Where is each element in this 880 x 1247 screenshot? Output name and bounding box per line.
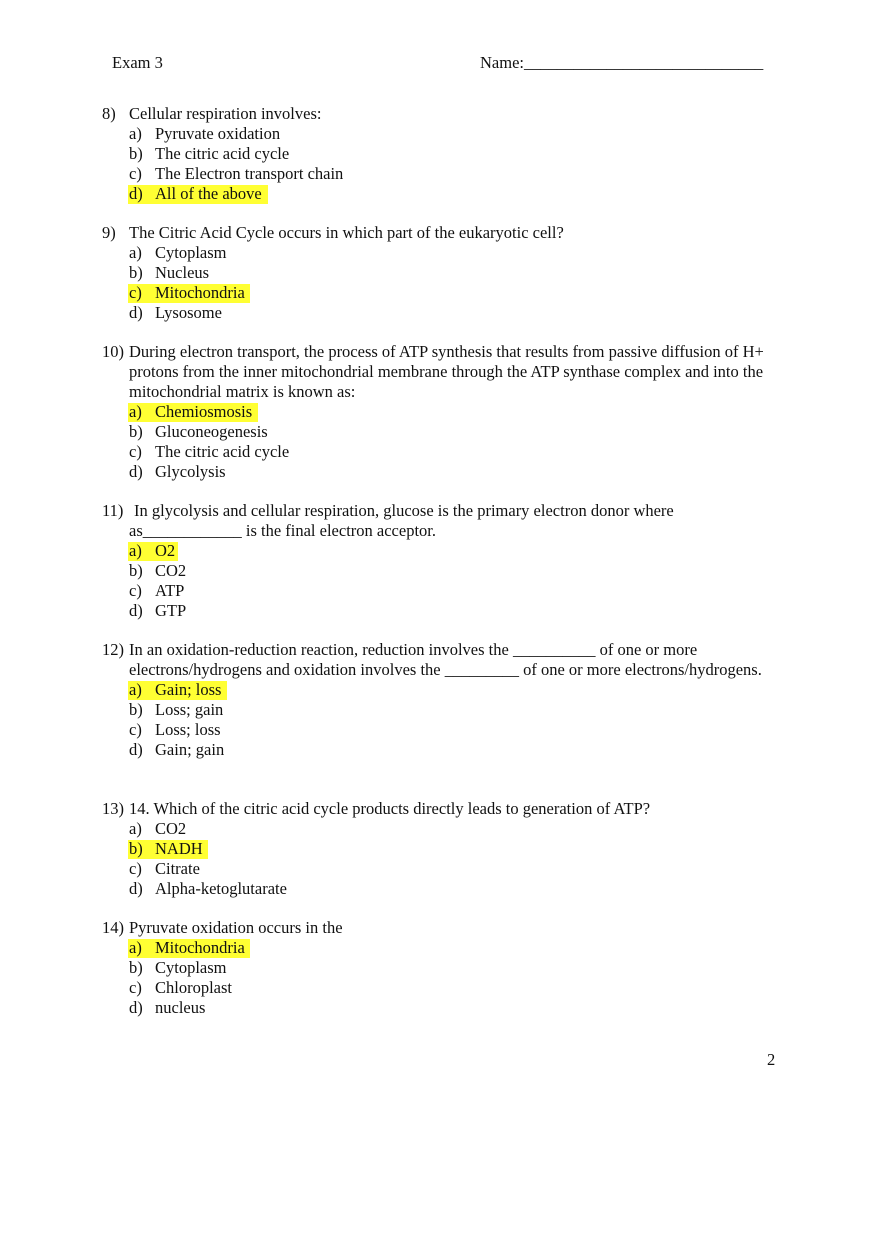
option-b	[129, 263, 782, 283]
question-number: 13)	[102, 799, 124, 818]
option-text: Glycolysis	[155, 462, 226, 481]
option-letter: d)	[129, 998, 143, 1017]
option-text: Lysosome	[155, 303, 222, 322]
option-a	[129, 819, 782, 839]
option-d	[129, 998, 782, 1018]
option-letter: c)	[129, 720, 142, 739]
option-text: GTP	[155, 601, 187, 620]
option-letter: b)	[129, 839, 143, 858]
option-text: nucleus	[155, 998, 206, 1017]
question-number: 9)	[102, 223, 116, 242]
option-a-correct	[129, 938, 782, 958]
option-c	[129, 720, 782, 740]
question-number: 8)	[102, 104, 116, 123]
option-b	[129, 700, 782, 720]
option-text: Gain; loss	[155, 680, 222, 699]
option-letter: c)	[129, 859, 142, 878]
option-b-correct	[129, 839, 782, 859]
option-c	[129, 859, 782, 879]
option-b	[129, 958, 782, 978]
option-a-correct	[129, 680, 782, 700]
option-letter: c)	[129, 283, 142, 302]
option-b	[129, 144, 782, 164]
option-letter: d)	[129, 462, 143, 481]
option-text: Chloroplast	[155, 978, 232, 997]
option-d	[129, 740, 782, 760]
question-13	[102, 799, 782, 899]
option-c	[129, 978, 782, 998]
option-text: The citric acid cycle	[155, 442, 290, 461]
option-letter: a)	[129, 541, 142, 560]
question-text: 14. Which of the citric acid cycle products directly leads to generation of ATP?	[129, 799, 651, 818]
option-letter: d)	[129, 879, 143, 898]
option-text: Mitochondria	[155, 938, 245, 957]
option-letter: a)	[129, 819, 142, 838]
option-text: Citrate	[155, 859, 200, 878]
question-text: The Citric Acid Cycle occurs in which part of the eukaryotic cell?	[129, 223, 564, 242]
option-text: CO2	[155, 561, 187, 580]
option-letter: b)	[129, 700, 143, 719]
option-b	[129, 422, 782, 442]
question-14	[102, 918, 782, 1018]
option-letter: b)	[129, 422, 143, 441]
question-text: In glycolysis and cellular respiration, glucose is the primary electron donor where as____________ is the final electron acceptor.	[129, 501, 674, 540]
question-8	[102, 104, 782, 204]
option-text: NADH	[155, 839, 203, 858]
question-number: 11)	[102, 501, 124, 520]
option-text: Cytoplasm	[155, 243, 227, 262]
option-text: All of the above	[155, 184, 262, 203]
question-9	[102, 223, 782, 323]
option-letter: c)	[129, 978, 142, 997]
question-number: 12)	[102, 640, 124, 659]
option-letter: d)	[129, 740, 143, 759]
option-text: Loss; loss	[155, 720, 221, 739]
option-text: Nucleus	[155, 263, 210, 282]
option-letter: d)	[129, 184, 143, 203]
option-text: Mitochondria	[155, 283, 245, 302]
option-text: CO2	[155, 819, 187, 838]
question-text: In an oxidation-reduction reaction, reduction involves the __________ of one or more electrons/hydrogens and oxidation involves the _________ of one or more electrons/hydrogens.	[129, 640, 762, 679]
option-d	[129, 879, 782, 899]
question-number: 14)	[102, 918, 124, 937]
option-c	[129, 164, 782, 184]
option-b	[129, 561, 782, 581]
exam-title: Exam 3	[112, 53, 163, 72]
option-text: Loss; gain	[155, 700, 224, 719]
option-text: Pyruvate oxidation	[155, 124, 281, 143]
option-c	[129, 581, 782, 601]
option-d	[129, 601, 782, 621]
option-letter: a)	[129, 938, 142, 957]
option-letter: b)	[129, 144, 143, 163]
page-number: 2	[767, 1050, 776, 1069]
option-letter: a)	[129, 680, 142, 699]
option-text: Chemiosmosis	[155, 402, 253, 421]
option-text: The citric acid cycle	[155, 144, 290, 163]
option-text: Gain; gain	[155, 740, 225, 759]
option-letter: c)	[129, 581, 142, 600]
option-a-correct	[129, 541, 782, 561]
option-d	[129, 462, 782, 482]
option-letter: b)	[129, 958, 143, 977]
option-d-correct	[129, 184, 782, 204]
option-c-correct	[129, 283, 782, 303]
question-number: 10)	[102, 342, 124, 361]
option-text: The Electron transport chain	[155, 164, 344, 183]
option-a	[129, 124, 782, 144]
option-letter: d)	[129, 601, 143, 620]
option-d	[129, 303, 782, 323]
question-12	[102, 640, 782, 760]
question-11	[102, 501, 782, 621]
option-letter: d)	[129, 303, 143, 322]
option-text: Alpha-ketoglutarate	[155, 879, 287, 898]
option-letter: c)	[129, 442, 142, 461]
name-field-label: Name:_____________________________	[480, 53, 764, 72]
option-text: Gluconeogenesis	[155, 422, 268, 441]
option-letter: c)	[129, 164, 142, 183]
question-text: During electron transport, the process of ATP synthesis that results from passive diffusion of H+ protons from the inner mitochondrial membrane through the ATP synthase complex and into the mitochondrial matrix is known as:	[129, 342, 764, 401]
question-text: Cellular respiration involves:	[129, 104, 322, 123]
question-10	[102, 342, 782, 482]
option-a	[129, 243, 782, 263]
question-text: Pyruvate oxidation occurs in the	[129, 918, 343, 937]
option-letter: a)	[129, 124, 142, 143]
option-c	[129, 442, 782, 462]
option-letter: a)	[129, 402, 142, 421]
option-letter: a)	[129, 243, 142, 262]
option-a-correct	[129, 402, 782, 422]
option-text: ATP	[155, 581, 185, 600]
option-text: Cytoplasm	[155, 958, 227, 977]
option-letter: b)	[129, 263, 143, 282]
option-letter: b)	[129, 561, 143, 580]
option-text: O2	[155, 541, 176, 560]
